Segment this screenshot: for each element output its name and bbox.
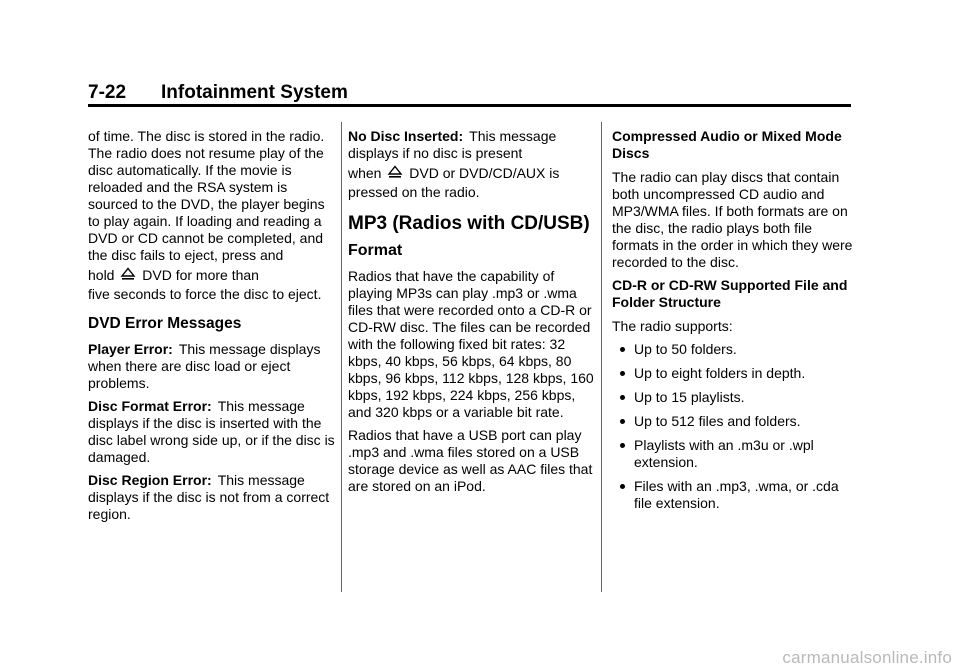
nodisc-end: pressed on the radio. <box>348 184 480 200</box>
list-item: Playlists with an .m3u or .wpl extension. <box>612 437 855 471</box>
hold-after-text: DVD for more than <box>142 267 259 283</box>
header-rule <box>88 104 851 107</box>
eject-icon <box>387 165 403 179</box>
bullet-icon <box>620 419 625 424</box>
nodisc-paragraph <box>348 128 595 201</box>
list-item: Up to 512 files and folders. <box>612 413 855 430</box>
bullet-icon <box>620 371 625 376</box>
when-after-text: DVD or DVD/CD/AUX is <box>409 165 560 181</box>
column-divider-1 <box>341 122 342 592</box>
paragraph: Radios that have a USB port can play .mp3 and .wma files stored on a USB storage device as well as AAC files that are stored on an iPod. <box>348 427 593 494</box>
paragraph: The radio can play discs that contain both uncompressed CD audio and MP3/WMA files. If both formats are on the disc, the radio plays both file formats in the order in which they were recorded to the disc. <box>612 169 853 270</box>
section-title: MP3 (Radios with CD/USB) <box>348 213 590 234</box>
paragraph <box>88 128 336 303</box>
column-2 <box>348 128 595 501</box>
column-divider-2 <box>601 122 602 592</box>
subsection-heading: Format <box>348 242 403 259</box>
column-1 <box>88 128 336 529</box>
list-item: Up to 15 playlists. <box>612 389 855 406</box>
section-heading: DVD Error Messages <box>88 315 242 332</box>
bullet-icon <box>620 484 625 489</box>
watermark: carmanualsonline.info <box>782 648 952 667</box>
column-3 <box>612 128 855 519</box>
support-list <box>612 341 855 512</box>
page-header <box>88 82 851 102</box>
paragraph: The radio supports: <box>612 318 733 334</box>
error-label: Disc Region Error: <box>88 472 212 488</box>
bold-heading: Compressed Audio or Mixed Mode Discs <box>612 128 842 161</box>
bullet-icon <box>620 347 625 352</box>
paragraph: Radios that have the capability of playing MP3s can play .mp3 or .wma files that were recorded onto a CD-R or CD-RW disc. The files can be recorded with the following fixed bit rates: 32 kbps, 40 kbps, 56 kbps, 64 kbps, 80 kbps, 96 kbps, 112 kbps, 128 kbps, 160 kbps, 192 kbps, 224 kbps, 256 kbps, and 320 kbps or a variable bit rate. <box>348 268 594 420</box>
error-label: Player Error: <box>88 341 173 357</box>
list-item: Up to 50 folders. <box>612 341 855 358</box>
bullet-icon <box>620 395 625 400</box>
error-item <box>88 472 336 523</box>
nodisc-label: No Disc Inserted: <box>348 128 464 144</box>
error-text: This message displays when there are disc load or eject problems. <box>88 341 321 391</box>
bullet-icon <box>620 443 625 448</box>
page-number: 7-22 <box>88 82 127 103</box>
error-label: Disc Format Error: <box>88 398 212 414</box>
list-item: Up to eight folders in depth. <box>612 365 855 382</box>
error-text: This message displays if the disc is not from a correct region. <box>88 472 330 522</box>
when-text: when <box>348 165 382 181</box>
nodisc-text: This message displays if no disc is present <box>348 128 557 161</box>
paragraph-end: five seconds to force the disc to eject. <box>88 286 322 302</box>
error-item <box>88 398 336 466</box>
error-item <box>88 341 336 392</box>
error-text: This message displays if the disc is inserted with the disc label wrong side up, or if the disc is damaged. <box>88 398 335 465</box>
eject-icon <box>120 267 136 281</box>
chapter-title: Infotainment System <box>161 82 348 103</box>
hold-text: hold <box>88 267 115 283</box>
paragraph-text: of time. The disc is stored in the radio. The radio does not resume play of the disc automatically. If the movie is reloaded and the RSA system is sourced to the DVD, the player begins to play again. If loading and reading a DVD or CD cannot be completed, and the disc fails to eject, press and <box>88 128 325 263</box>
list-item: Files with an .mp3, .wma, or .cda file extension. <box>612 478 855 512</box>
bold-heading: CD-R or CD-RW Supported File and Folder Structure <box>612 277 848 310</box>
